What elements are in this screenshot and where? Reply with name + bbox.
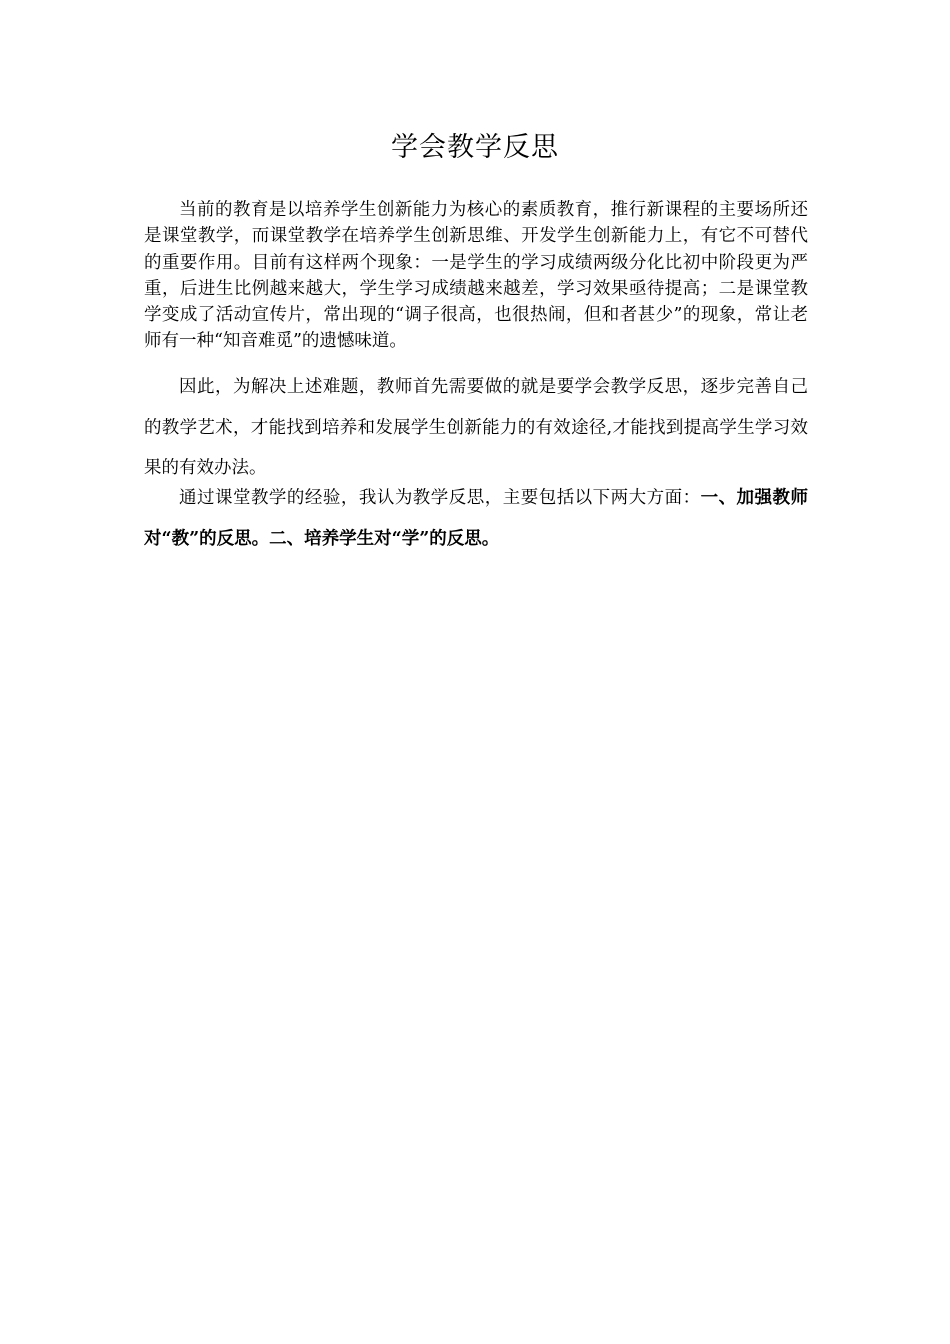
- paragraph-3-emphasis: 一、加强教师对“教”的反思。二、培养学生对“学”的反思。: [144, 488, 809, 549]
- document-title: 学会教学反思: [391, 132, 559, 163]
- paragraph-3-text: 通过课堂教学的经验，我认为教学反思，主要包括以下两大方面：: [179, 488, 701, 508]
- paragraph-2: 因此，为解决上述难题，教师首先需要做的就是要学会教学反思，逐步完善自己的教学艺术，才能找到培养和发展学生创新能力的有效途径,才能找到提高学生学习效果的有效办法。: [144, 377, 808, 478]
- paragraph-1: 当前的教育是以培养学生创新能力为核心的素质教育，推行新课程的主要场所还是课堂教学，而课堂教学在培养学生创新思维、开发学生创新能力上，有它不可替代的重要作用。目前有这样两个现象：一是学生的学习成绩两级分化比初中阶段更为严重，后进生比例越来越大，学生学习成绩越来越差，学习效果亟待提高；二是课堂教学变成了活动宣传片，常出现的“调子很高，也很热闹，但和者甚少”的现象，常让老师有一种“知音难觅”的遗憾味道。: [144, 200, 808, 352]
- paragraph-3: [144, 478, 808, 559]
